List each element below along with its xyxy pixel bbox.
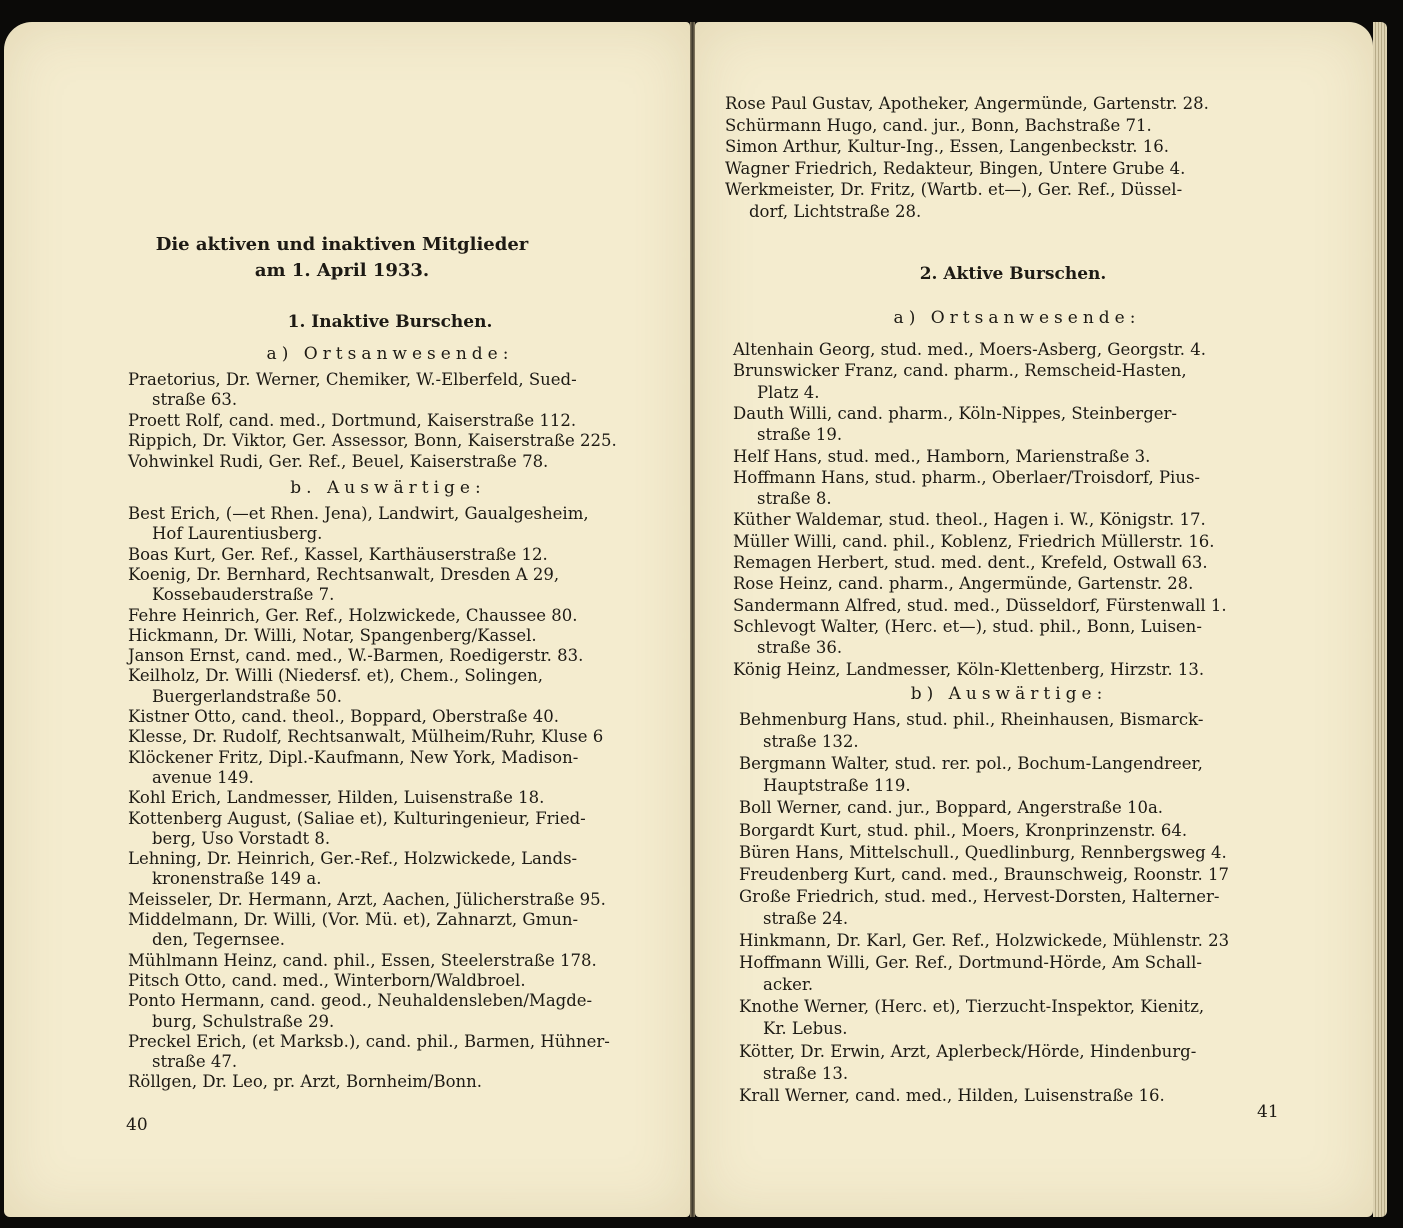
entry-line: Middelmann, Dr. Willi, (Vor. Mü. et), Zahnarzt, Gmun- bbox=[128, 910, 579, 929]
entry-line: Klöckener Fritz, Dipl.-Kaufmann, New York, Madison- bbox=[128, 747, 579, 767]
entry-line: Küther Waldemar, stud. theol., Hagen i. W., Königstr. 17. bbox=[733, 510, 1206, 530]
entry-line: Kistner Otto, cand. theol., Boppard, Oberstraße 40. bbox=[128, 707, 559, 726]
entry-line: Boas Kurt, Ger. Ref., Kassel, Karthäuserstraße 12. bbox=[128, 544, 548, 564]
entry-line: Kötter, Dr. Erwin, Arzt, Aplerbeck/Hörde, Hindenburg- bbox=[739, 1041, 1197, 1061]
entry-line: Kr. Lebus. bbox=[763, 1019, 848, 1039]
entry-line: Hoffmann Hans, stud. pharm., Oberlaer/Troisdorf, Pius- bbox=[733, 467, 1200, 487]
entry-line: straße 24. bbox=[763, 908, 849, 928]
entry-line: Praetorius, Dr. Werner, Chemiker, W.-Elberfeld, Sued- bbox=[128, 370, 577, 389]
entry-line: Koenig, Dr. Bernhard, Rechtsanwalt, Dresden A 29, bbox=[128, 564, 560, 584]
entry-line: Keilholz, Dr. Willi (Niedersf. et), Chem., Solingen, bbox=[128, 666, 543, 686]
page-title-line1: Die aktiven und inaktiven Mitglieder bbox=[155, 234, 529, 255]
entry-line: Werkmeister, Dr. Fritz, (Wartb. et—), Ger. Ref., Düssel- bbox=[725, 180, 1183, 199]
section-heading-active: 2. Aktive Burschen. bbox=[919, 264, 1107, 284]
entry-line: Rose Paul Gustav, Apotheker, Angermünde, Gartenstr. 28. bbox=[725, 94, 1209, 113]
entry-line: Krall Werner, cand. med., Hilden, Luisenstraße 16. bbox=[739, 1085, 1165, 1105]
entry-line: Knothe Werner, (Herc. et), Tierzucht-Inspektor, Kienitz, bbox=[739, 997, 1205, 1017]
entry-line: Boll Werner, cand. jur., Boppard, Angerstraße 10a. bbox=[739, 798, 1164, 818]
entry-line: Büren Hans, Mittelschull., Quedlinburg, Rennbergsweg 4. bbox=[739, 842, 1227, 862]
entry-line: König Heinz, Landmesser, Köln-Klettenberg, Hirzstr. 13. bbox=[733, 659, 1205, 679]
entry-line: Simon Arthur, Kultur-Ing., Essen, Langenbeckstr. 16. bbox=[725, 137, 1170, 156]
entry-line: Ponto Hermann, cand. geod., Neuhaldensleben/Magde- bbox=[128, 991, 593, 1011]
entry-line: Meisseler, Dr. Hermann, Arzt, Aachen, Jülicherstraße 95. bbox=[128, 889, 606, 909]
entry-line: Rose Heinz, cand. pharm., Angermünde, Gartenstr. 28. bbox=[733, 574, 1194, 594]
entry-line: Altenhain Georg, stud. med., Moers-Asberg, Georgstr. 4. bbox=[733, 340, 1207, 359]
entry-line: Borgardt Kurt, stud. phil., Moers, Kronprinzenstr. 64. bbox=[739, 820, 1188, 840]
entry-line: burg, Schulstraße 29. bbox=[152, 1011, 335, 1031]
entry-line: Preckel Erich, (et Marksb.), cand. phil., Barmen, Hühner- bbox=[128, 1031, 610, 1051]
entry-line: avenue 149. bbox=[152, 767, 254, 787]
entry-line: Mühlmann Heinz, cand. phil., Essen, Steelerstraße 178. bbox=[128, 950, 597, 970]
entry-line: Schürmann Hugo, cand. jur., Bonn, Bachstraße 71. bbox=[725, 115, 1152, 135]
entry-line: straße 8. bbox=[757, 489, 832, 509]
subheading-external: b) Auswärtige: bbox=[910, 684, 1108, 704]
entry-line: Hickmann, Dr. Willi, Notar, Spangenberg/Kassel. bbox=[128, 625, 537, 645]
entry-line: Große Friedrich, stud. med., Hervest-Dorsten, Halterner- bbox=[739, 886, 1220, 906]
entry-line: den, Tegernsee. bbox=[152, 930, 286, 950]
entry-line: Bergmann Walter, stud. rer. pol., Bochum-Langendreer, bbox=[739, 754, 1203, 774]
entry-line: Janson Ernst, cand. med., W.-Barmen, Roedigerstr. 83. bbox=[128, 646, 584, 666]
entry-line: Best Erich, (—et Rhen. Jena), Landwirt, Gaualgesheim, bbox=[128, 504, 589, 523]
entry-line: straße 132. bbox=[763, 732, 859, 752]
entry-line: acker. bbox=[763, 975, 814, 995]
entry-line: Müller Willi, cand. phil., Koblenz, Friedrich Müllerstr. 16. bbox=[733, 531, 1215, 551]
section-heading-inactive: 1. Inaktive Burschen. bbox=[287, 312, 493, 332]
entry-line: Fehre Heinrich, Ger. Ref., Holzwickede, Chaussee 80. bbox=[128, 605, 578, 625]
entry-line: Platz 4. bbox=[757, 382, 820, 402]
entry-line: straße 63. bbox=[152, 390, 238, 410]
right-page bbox=[695, 22, 1373, 1217]
page-edges bbox=[1373, 22, 1387, 1217]
entry-line: Pitsch Otto, cand. med., Winterborn/Waldbroel. bbox=[128, 970, 526, 990]
entry-line: Hoffmann Willi, Ger. Ref., Dortmund-Hörde, Am Schall- bbox=[739, 953, 1202, 973]
entry-line: Sandermann Alfred, stud. med., Düsseldorf, Fürstenwall 1. bbox=[733, 595, 1227, 615]
entry-line: kronenstraße 149 a. bbox=[152, 869, 322, 889]
entry-line: Schlevogt Walter, (Herc. et—), stud. phil., Bonn, Luisen- bbox=[733, 616, 1202, 636]
entry-line: Remagen Herbert, stud. med. dent., Krefeld, Ostwall 63. bbox=[733, 553, 1208, 572]
entry-line: Lehning, Dr. Heinrich, Ger.-Ref., Holzwickede, Lands- bbox=[128, 849, 578, 869]
entry-line: Helf Hans, stud. med., Hamborn, Marienstraße 3. bbox=[733, 446, 1151, 466]
entry-line: Kottenberg August, (Saliae et), Kulturingenieur, Fried- bbox=[128, 808, 586, 828]
entry-line: Röllgen, Dr. Leo, pr. Arzt, Bornheim/Bonn. bbox=[128, 1072, 483, 1092]
entry-line: Dauth Willi, cand. pharm., Köln-Nippes, Steinberger- bbox=[733, 403, 1177, 423]
entry-line: dorf, Lichtstraße 28. bbox=[749, 201, 922, 221]
entry-line: straße 19. bbox=[757, 425, 843, 445]
subheading-external: b. Auswärtige: bbox=[290, 478, 486, 498]
entry-line: Buergerlandstraße 50. bbox=[152, 686, 343, 706]
entry-line: straße 36. bbox=[757, 638, 843, 658]
left-page bbox=[4, 22, 690, 1217]
page-title-line2: am 1. April 1933. bbox=[254, 260, 430, 281]
entry-line: Rippich, Dr. Viktor, Ger. Assessor, Bonn, Kaiserstraße 225. bbox=[128, 431, 617, 451]
subheading-local: a) Ortsanwesende: bbox=[266, 344, 514, 364]
subheading-local: a) Ortsanwesende: bbox=[893, 308, 1141, 328]
entry-line: berg, Uso Vorstadt 8. bbox=[152, 828, 331, 848]
entry-line: Klesse, Dr. Rudolf, Rechtsanwalt, Mülheim/Ruhr, Kluse 6 bbox=[128, 727, 604, 747]
entry-line: Freudenberg Kurt, cand. med., Braunschweig, Roonstr. 17 bbox=[739, 864, 1229, 884]
entry-line: straße 13. bbox=[763, 1063, 849, 1083]
entry-line: Proett Rolf, cand. med., Dortmund, Kaiserstraße 112. bbox=[128, 410, 577, 430]
entry-line: Behmenburg Hans, stud. phil., Rheinhausen, Bismarck- bbox=[739, 710, 1204, 729]
entry-line: straße 47. bbox=[152, 1052, 238, 1072]
entry-line: Hauptstraße 119. bbox=[763, 776, 911, 796]
entry-line: Hof Laurentiusberg. bbox=[152, 524, 323, 544]
entry-line: Vohwinkel Rudi, Ger. Ref., Beuel, Kaiserstraße 78. bbox=[128, 451, 549, 471]
page-number: 40 bbox=[126, 1115, 148, 1135]
entry-line: Hinkmann, Dr. Karl, Ger. Ref., Holzwickede, Mühlenstr. 23 bbox=[739, 931, 1230, 950]
entry-line: Wagner Friedrich, Redakteur, Bingen, Untere Grube 4. bbox=[725, 158, 1186, 178]
entry-line: Brunswicker Franz, cand. pharm., Remscheid-Hasten, bbox=[733, 361, 1187, 381]
entry-line: Kossebauderstraße 7. bbox=[152, 585, 335, 605]
entry-line: Kohl Erich, Landmesser, Hilden, Luisenstraße 18. bbox=[128, 788, 545, 808]
page-number: 41 bbox=[1257, 1102, 1279, 1122]
